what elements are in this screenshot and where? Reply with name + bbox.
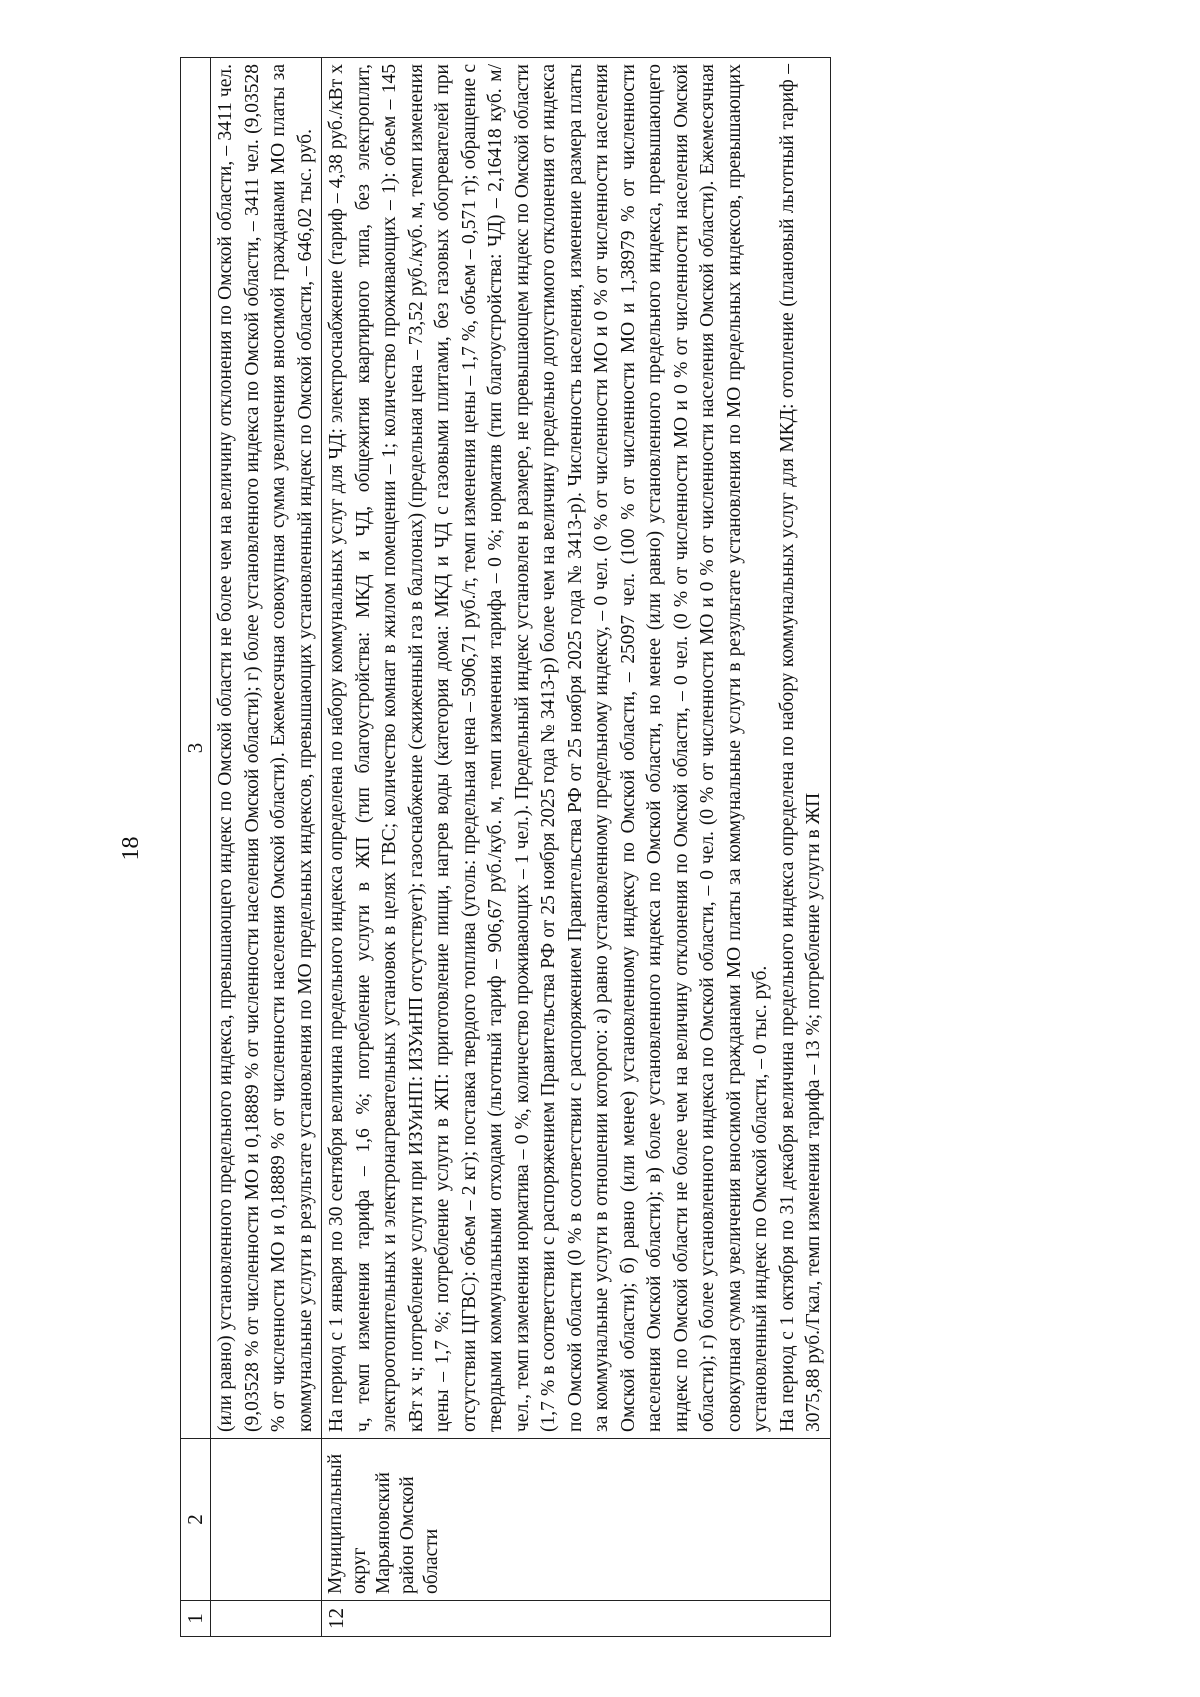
table-row-continuation <box>211 58 322 1637</box>
row-number: 12 <box>322 1601 831 1637</box>
continuation-paragraph: (или равно) установленного предельного индекса, превышающего индекс по Омской области не более чем на величину отклонения по Омской области, – 3411 чел. (9,03528 % от численности МО и 0,18889 % от численности населения Омской области); г) более установленного индекса по Омской области, – 3411 чел. (9,03528 % от численности МО и 0,18889 % от численности населения Омской области). Ежемесячная совокупная сумма увеличения вносимой гражданами МО платы за коммунальные услуги в результате установления по МО предельных индексов, превышающих установленный индекс по Омской области, – 646,02 тыс. руб. <box>215 64 316 1432</box>
table-header-row <box>181 58 211 1637</box>
description-paragraph-2: На период с 1 октября по 31 декабря величина предельного индекса определена по набору коммунальных услуг для МКД: отопление (плановый льготный тариф – 3075,88 руб./Гкал, темп изменения тарифа – 13 %; потребление услуги в ЖП <box>776 64 824 1432</box>
municipality-name: Муниципальный округ Марьяновский район Омской области <box>322 1439 831 1601</box>
column-header-3: 3 <box>181 58 211 1439</box>
page-number: 18 <box>118 836 144 861</box>
column-header-2: 2 <box>181 1439 211 1601</box>
document-table <box>180 57 831 1637</box>
row-description <box>322 58 831 1439</box>
row-name-empty <box>211 1439 322 1601</box>
description-paragraph-1: На период с 1 января по 30 сентября величина предельного индекса определена по набору коммунальных услуг для ЧД: электроснабжение (тариф – 4,38 руб./кВт х ч, темп изменения тарифа – 1,6 %; потребление услуги в ЖП (тип благоустройства: МКД и ЧД, общежития квартирного типа, без электроплит, электроотопительных и электронагревательных установок в целях ГВС; количество комнат в жилом помещении – 1; количество проживающих – 1): объем – 145 кВт х ч; потребление услуги при ИЗУиНП: ИЗУиНП отсутствует); газоснабжение (сжиженный газ в баллонах) (предельная цена – 73,52 руб./куб. м, темп изменения цены – 1,7 %; потребление услуги в ЖП: приготовление пищи, нагрев воды (категория дома: МКД и ЧД с газовыми плитами, без газовых обогревателей при отсутствии ЦГВС): объем – 2 кг); поставка твердого топлива (уголь: предельная цена – 5906,71 руб./т, темп изменения цены – 1,7 %, объем – 0,571 т); обращение с твердыми коммунальными отходами (льготный тариф – 906,67 руб./куб. м, темп изменения тарифа – 0 %; норматив (тип благоустройства: ЧД) – 2,16418 куб. м/чел., темп изменения норматива – 0 %, количество проживающих – 1 чел.). Предельный индекс установлен в размере, не превышающем индекс по Омской области (1,7 % в соответствии с распоряжением Правительства РФ от 25 ноября 2025 года № 3413-р) более чем на величину предельно допустимого отклонения от индекса по Омской области (0 % в соответствии с распоряжением Правительства РФ от 25 ноября 2025 года № 3413-р). Численность населения, изменение размера платы за коммунальные услуги в отношении которого: а) равно установленному предельному индексу, – 0 чел. (0 % от численности МО и 0 % от численности населения Омской области); б) равно (или менее) установленному индексу по Омской области, – 25097 чел. (100 % от численности МО и 1,38979 % от численности населения Омской области); в) более установленного индекса по Омской области, но менее (или равно) установленного предельного индекса, превышающего индекс по Омской области не более чем на величину отклонения по Омской области, – 0 чел. (0 % от численности МО и 0 % от численности населения Омской области); г) более установленного индекса по Омской области, – 0 чел. (0 % от численности МО и 0 % от численности населения Омской области). Ежемесячная совокупная сумма увеличения вносимой гражданами МО платы за коммунальные услуги в результате установления по МО предельных индексов, превышающих установленный индекс по Омской области, – 0 тыс. руб. <box>326 64 771 1432</box>
column-header-1: 1 <box>181 1601 211 1637</box>
continuation-text <box>211 58 322 1439</box>
row-number-empty <box>211 1601 322 1637</box>
table-row-12 <box>322 58 831 1637</box>
